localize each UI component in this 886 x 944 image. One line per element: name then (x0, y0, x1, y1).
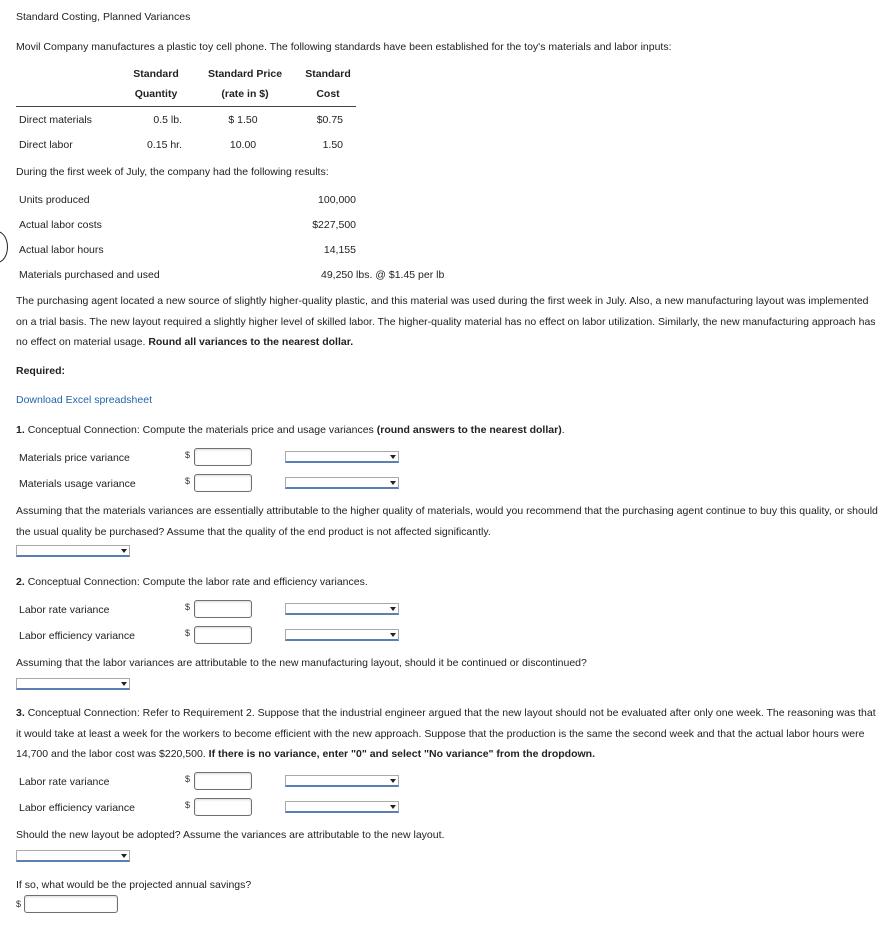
labor-rate-variance-label: Labor rate variance (19, 604, 110, 616)
header-standard-price-1: Standard Price (207, 68, 283, 80)
intro-text: Movil Company manufactures a plastic toy cell phone. The following standards have been established for the toy's materials and labor inputs: (16, 41, 672, 53)
page-title: Standard Costing, Planned Variances (16, 11, 191, 23)
scenario-rounding-note: Round all variances to the nearest dollar. (148, 336, 354, 348)
header-standard-quantity-2: Quantity (134, 88, 178, 100)
q3-prompt (16, 703, 882, 765)
q1-followup-text: Assuming that the materials variances are essentially attributable to the higher quality of materials, would you recommend that the purchasing agent continue to buy this quality, or should the usual quality be purchased? Assume that the quality of the end product is not affected significantly. (16, 505, 878, 538)
q3-number: 3. (16, 707, 25, 719)
scenario-text: The purchasing agent located a new source of slightly higher-quality plastic, and this material was used during the first week in July. Also, a new manufacturing layout was implemented on a trial basis. The new layout required a slightly higher level of skilled labor. The higher-quality material has no effect on labor utilization. Similarly, the new manufacturing approach has no effect on material usage. (16, 295, 876, 348)
result-label: Units produced (19, 194, 90, 206)
chevron-down-icon (390, 455, 396, 459)
chevron-down-icon (390, 607, 396, 611)
chevron-down-icon (390, 805, 396, 809)
currency-symbol: $ (16, 899, 22, 909)
materials-price-variance-input[interactable] (194, 448, 252, 466)
material-quality-recommendation-dropdown[interactable] (16, 545, 130, 557)
results-intro: During the first week of July, the company had the following results: (16, 166, 329, 178)
q3-no-variance-note: If there is no variance, enter "0" and select "No variance" from the dropdown. (208, 748, 596, 760)
currency-symbol: $ (185, 800, 191, 810)
row-price: 10.00 (229, 139, 257, 151)
projected-savings-input[interactable] (24, 895, 118, 913)
materials-usage-variance-label: Materials usage variance (19, 478, 136, 490)
q1-rounding-note: (round answers to the nearest dollar) (376, 424, 562, 436)
q2-prompt (16, 576, 368, 588)
labor-rate-variance-week2-input[interactable] (194, 772, 252, 790)
chevron-down-icon (390, 779, 396, 783)
q1-tail: . (561, 424, 565, 436)
row-cost: $0.75 (316, 114, 343, 126)
labor-efficiency-variance-week2-dropdown[interactable] (285, 801, 399, 813)
labor-efficiency-variance-week2-label: Labor efficiency variance (19, 802, 135, 814)
row-label: Direct materials (19, 114, 92, 126)
materials-usage-variance-dropdown[interactable] (285, 477, 399, 489)
labor-efficiency-variance-label: Labor efficiency variance (19, 630, 135, 642)
currency-symbol: $ (185, 628, 191, 638)
labor-rate-variance-input[interactable] (194, 600, 252, 618)
result-label: Actual labor hours (19, 244, 104, 256)
currency-symbol: $ (185, 476, 191, 486)
row-cost: 1.50 (322, 139, 343, 151)
q3-text: Conceptual Connection: Refer to Requirement 2. Suppose that the industrial engineer argued that the new layout should not be evaluated after only one week. The reasoning was that it would take at least a week for the workers to become efficient with the new approach. Suppose that the production is the same the second week and that the actual labor hours were 14,700 and the labor cost was $220,500. (16, 707, 876, 760)
header-standard-quantity-1: Standard (133, 68, 179, 80)
q1-number: 1. (16, 424, 25, 436)
projected-savings-question: If so, what would be the projected annual savings? (16, 879, 252, 891)
result-label: Materials purchased and used (19, 269, 160, 281)
currency-symbol: $ (185, 774, 191, 784)
layout-continue-dropdown[interactable] (16, 678, 130, 690)
required-label: Required: (16, 365, 66, 377)
chevron-down-icon (390, 633, 396, 637)
row-qty: 0.5 lb. (153, 114, 182, 126)
q2-followup-text: Assuming that the labor variances are attributable to the new manufacturing layout, should it be continued or discontinued? (16, 657, 587, 669)
result-value: 49,250 lbs. @ $1.45 per lb (321, 269, 445, 281)
adopt-layout-dropdown[interactable] (16, 850, 130, 862)
materials-price-variance-label: Materials price variance (19, 452, 130, 464)
row-price: $ 1.50 (228, 114, 258, 126)
result-value: 100,000 (318, 194, 356, 206)
labor-efficiency-variance-input[interactable] (194, 626, 252, 644)
scenario-paragraph (16, 291, 882, 353)
currency-symbol: $ (185, 602, 191, 612)
header-standard-cost-2: Cost (316, 88, 340, 100)
q2-text: Conceptual Connection: Compute the labor rate and efficiency variances. (27, 576, 368, 588)
chevron-down-icon (390, 481, 396, 485)
currency-symbol: $ (185, 450, 191, 460)
row-qty: 0.15 hr. (146, 139, 182, 151)
chevron-down-icon (121, 549, 127, 553)
result-label: Actual labor costs (19, 219, 102, 231)
chevron-down-icon (121, 682, 127, 686)
q1-prompt (16, 424, 565, 436)
materials-usage-variance-input[interactable] (194, 474, 252, 492)
header-standard-cost-1: Standard (305, 68, 351, 80)
row-label: Direct labor (19, 139, 73, 151)
q2-number: 2. (16, 576, 25, 588)
chevron-down-icon (121, 854, 127, 858)
header-standard-price-2: (rate in $) (221, 88, 269, 100)
labor-rate-variance-week2-dropdown[interactable] (285, 775, 399, 787)
labor-efficiency-variance-dropdown[interactable] (285, 629, 399, 641)
labor-efficiency-variance-week2-input[interactable] (194, 798, 252, 816)
q3-followup-text: Should the new layout be adopted? Assume the variances are attributable to the new layout. (16, 829, 445, 841)
result-value: $227,500 (312, 219, 356, 231)
q1-text: Conceptual Connection: Compute the materials price and usage variances (27, 424, 374, 436)
result-value: 14,155 (323, 244, 356, 256)
download-excel-link[interactable]: Download Excel spreadsheet (16, 394, 152, 406)
labor-rate-variance-week2-label: Labor rate variance (19, 776, 110, 788)
labor-rate-variance-dropdown[interactable] (285, 603, 399, 615)
page-edge-marker (0, 231, 8, 263)
table-header-rule (16, 106, 356, 107)
materials-price-variance-dropdown[interactable] (285, 451, 399, 463)
